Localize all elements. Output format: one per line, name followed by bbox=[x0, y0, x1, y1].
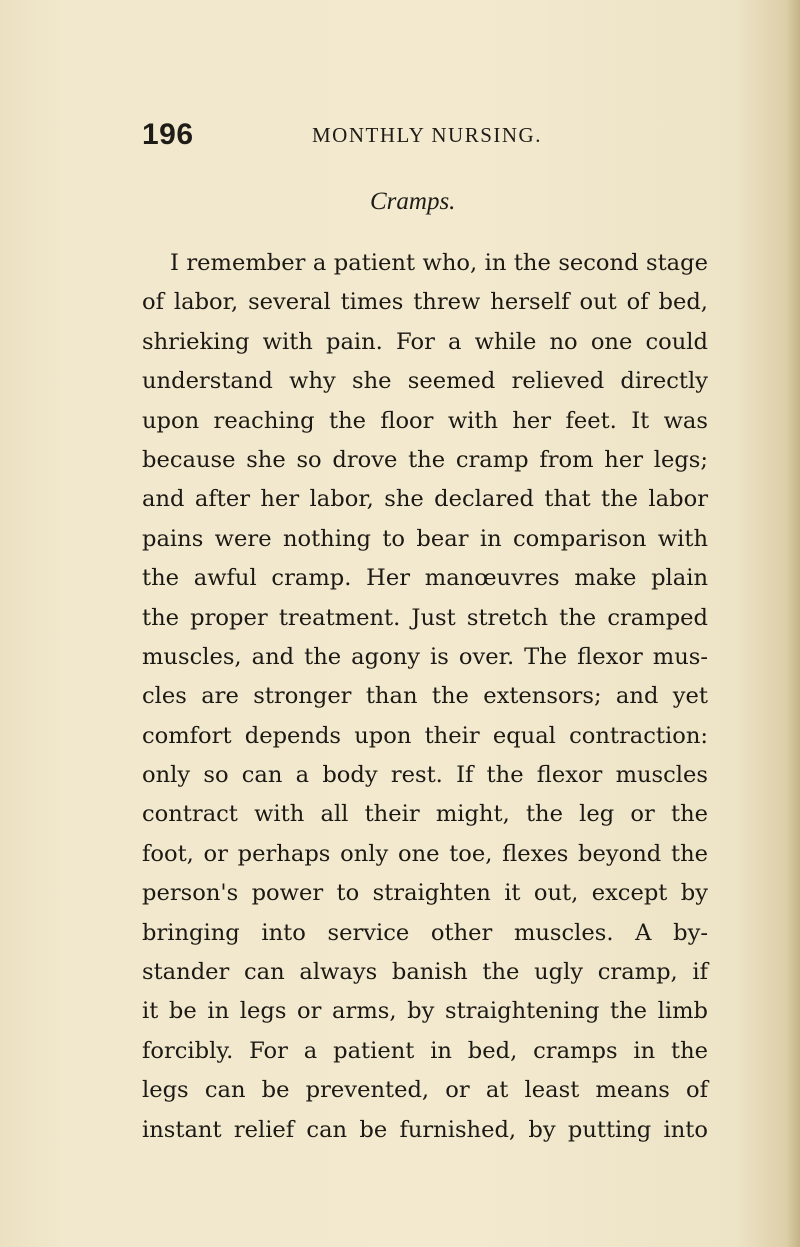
text-line: instant relief can be furnished, by putting into bbox=[142, 1116, 708, 1143]
text-line: bringing into service other muscles. A by- bbox=[142, 919, 708, 946]
text-line: upon reaching the floor with her feet. It was bbox=[142, 407, 708, 434]
body-paragraph bbox=[142, 244, 708, 1150]
section-title: Cramps. bbox=[370, 188, 456, 215]
text-line: I remember a patient who, in the second stage bbox=[170, 250, 708, 276]
text-line: contract with all their might, the leg or the bbox=[142, 801, 708, 828]
page-edge-shadow bbox=[786, 0, 800, 1247]
text-line: only so can a body rest. If the flexor muscles bbox=[142, 762, 708, 789]
text-line: foot, or perhaps only one toe, flexes beyond the bbox=[142, 840, 708, 867]
text-line: it be in legs or arms, by straightening the limb bbox=[142, 998, 708, 1025]
text-line: the awful cramp. Her manœuvres make plain bbox=[142, 565, 708, 592]
text-line: understand why she seemed relieved directly bbox=[142, 368, 708, 395]
text-line: cles are stronger than the extensors; and yet bbox=[142, 683, 708, 710]
text-line: stander can always banish the ugly cramp, if bbox=[142, 959, 708, 986]
text-line: forcibly. For a patient in bed, cramps in the bbox=[142, 1037, 708, 1064]
page-header bbox=[142, 118, 702, 158]
running-head: MONTHLY NURSING. bbox=[312, 123, 542, 147]
text-line: pains were nothing to bear in comparison with bbox=[142, 525, 708, 552]
text-line: legs can be prevented, or at least means of bbox=[142, 1077, 708, 1104]
text-line: comfort depends upon their equal contraction: bbox=[142, 722, 708, 749]
text-line: of labor, several times threw herself out of bed, bbox=[142, 289, 708, 316]
text-line: and after her labor, she declared that the labor bbox=[142, 486, 708, 513]
text-line: the proper treatment. Just stretch the cramped bbox=[142, 604, 708, 631]
text-line: because she so drove the cramp from her legs; bbox=[142, 446, 708, 473]
page-number: 196 bbox=[142, 118, 194, 151]
text-line: person's power to straighten it out, except by bbox=[142, 880, 708, 907]
text-line: muscles, and the agony is over. The flexor mus- bbox=[142, 643, 708, 670]
text-line: shrieking with pain. For a while no one could bbox=[142, 328, 708, 355]
